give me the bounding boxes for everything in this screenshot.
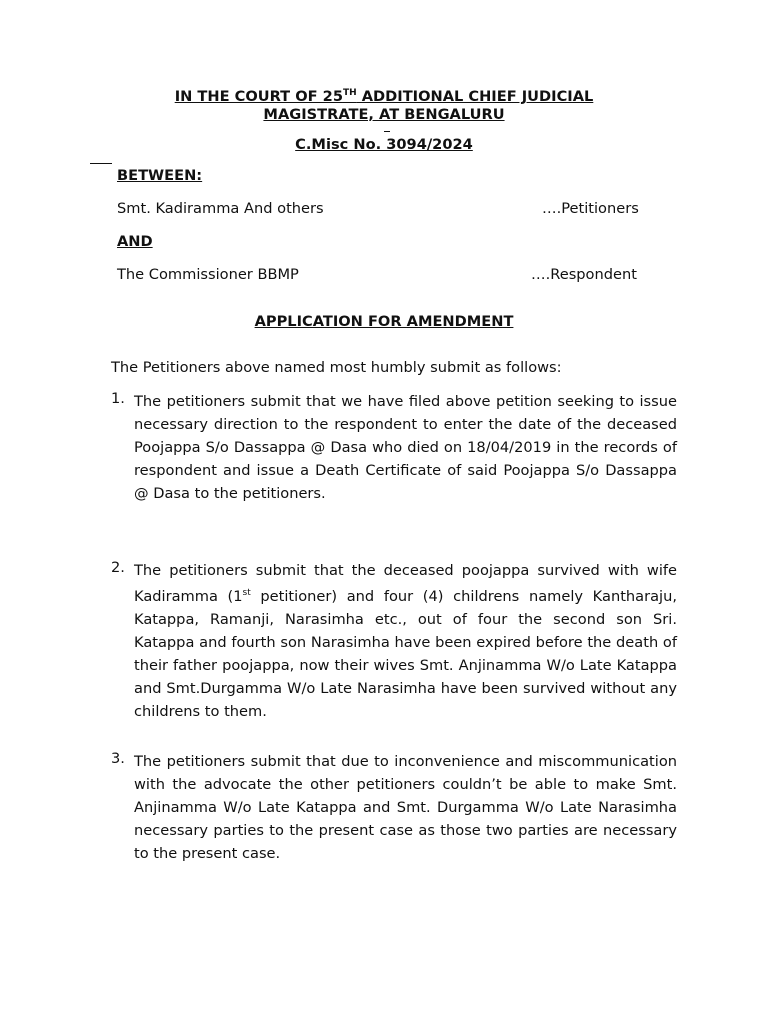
- paragraph-text: [134, 559, 677, 723]
- respondent-name: The Commissioner BBMP: [117, 266, 299, 283]
- respondent-role: ….Respondent: [531, 266, 637, 283]
- case-number: C.Misc No. 3094/2024: [295, 136, 473, 153]
- margin-rule: [90, 163, 112, 164]
- paragraph-number: 1.: [111, 390, 125, 407]
- paragraph-number: 2.: [111, 559, 125, 576]
- petitioner-name: Smt. Kadiramma And others: [117, 200, 324, 217]
- between-label: BETWEEN:: [117, 167, 203, 184]
- court-heading-text: IN THE COURT OF 25: [174, 88, 343, 105]
- paragraph-2: [111, 559, 677, 723]
- mark-rule: [384, 131, 390, 132]
- paragraph-text: The petitioners submit that we have filed above petition seeking to issue necessary direction to the respondent to enter the date of the deceased Poojappa S/o Dassappa @ Dasa who died on 18/04/2019 in the records of respondent and issue a Death Certificate of said Poojappa S/o Dassappa @ Dasa to the petitioners.: [134, 393, 677, 502]
- paragraph-text-part: petitioner) and four (4) childrens namely Kantharaju, Katappa, Ramanji, Narasimha etc., out of four the second son Sri. Katappa and fourth son Narasimha have been expired before the death of their father poojappa, now their wives Smt. Anjinamma W/o Late Katappa and Smt.Durgamma W/o Late Narasimha have been survived without any childrens to them.: [134, 587, 677, 720]
- ordinal-superscript: TH: [342, 88, 357, 99]
- and-label: AND: [117, 233, 153, 250]
- court-heading-line2: MAGISTRATE, AT BENGALURU: [263, 106, 505, 123]
- petitioner-role: ….Petitioners: [542, 200, 639, 217]
- paragraph-1: [111, 390, 677, 505]
- court-heading-text-cont: ADDITIONAL CHIEF JUDICIAL: [356, 88, 594, 105]
- intro-text: The Petitioners above named most humbly submit as follows:: [111, 359, 562, 376]
- paragraph-text: The petitioners submit that due to inconvenience and miscommunication with the advocate the other petitioners couldn’t be able to make Smt. Anjinamma W/o Late Katappa and Smt. Durgamma W/o Late Narasimha necessary parties to the present case as those two parties are necessary to the present case.: [134, 753, 677, 862]
- paragraph-text-part: The petitioners submit that the deceased poojappa survived with wife Kadiramma (1: [134, 562, 677, 605]
- paragraph-number: 3.: [111, 750, 125, 767]
- court-heading-line1: [0, 88, 768, 105]
- application-title: APPLICATION FOR AMENDMENT: [254, 313, 514, 330]
- paragraph-3: [111, 750, 677, 865]
- ordinal-superscript: st: [242, 588, 251, 598]
